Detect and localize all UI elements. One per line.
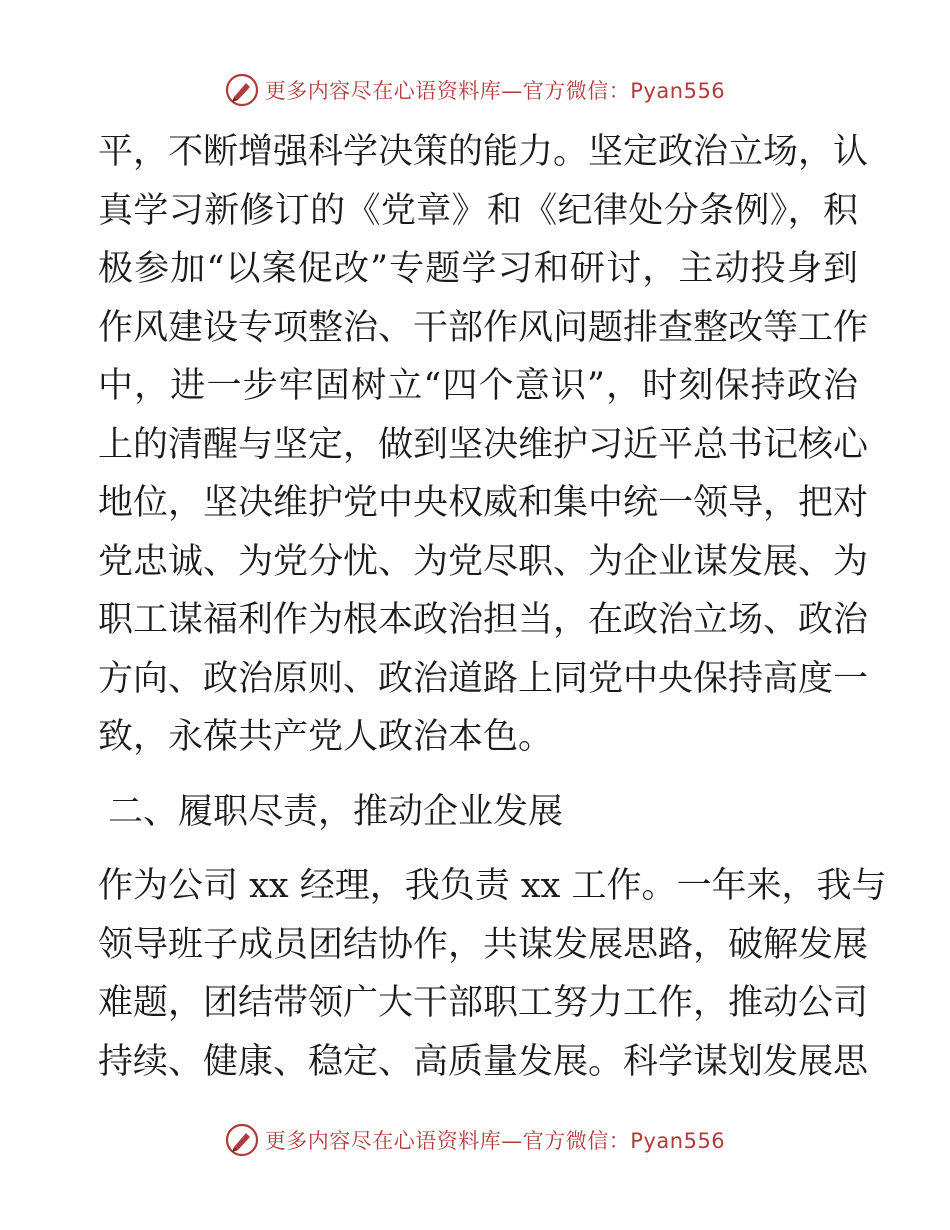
text-line: 持续、健康、稳定、高质量发展。科学谋划发展思 [98, 1041, 869, 1082]
pen-logo-icon [225, 1123, 259, 1157]
text-line: 真学习新修订的《党章》和《纪律处分条例》，积 [98, 190, 858, 231]
text-line: 职工谋福利作为根本政治担当，在政治立场、政治 [98, 600, 869, 640]
text-line: 平，不断增强科学决策的能力。坚定政治立场，认 [98, 132, 869, 172]
text-line: 上的清醒与坚定，做到坚决维护习近平总书记核心 [98, 424, 869, 465]
watermark-footer [0, 1120, 950, 1160]
text-line: 作风建设专项整治、干部作风问题排查整改等工作 [98, 307, 869, 348]
text-line: 中，进一步牢固树立“四个意识”，时刻保持政治 [98, 366, 858, 406]
watermark-text: 更多内容尽在心语资料库—官方微信：Pyan556 [264, 1129, 726, 1153]
watermark-text: 更多内容尽在心语资料库—官方微信：Pyan556 [264, 79, 726, 103]
paragraph-2 [98, 857, 887, 1091]
text-line: 方向、政治原则、政治道路上同党中央保持高度一 [98, 658, 869, 699]
text-line: 极参加“以案促改”专题学习和研讨，主动投身到 [98, 249, 858, 289]
pen-logo-icon [225, 73, 259, 107]
paragraph-1 [98, 123, 869, 767]
text-line: 党忠诚、为党分忧、为党尽职、为企业谋发展、为 [98, 541, 869, 582]
text-line: 作为公司 xx 经理，我负责 xx 工作。一年来，我与 [98, 866, 887, 906]
watermark-header [0, 70, 950, 110]
section-heading: 二、履职尽责，推动企业发展 [108, 791, 564, 832]
text-line: 地位，坚决维护党中央权威和集中统一领导，把对 [98, 483, 869, 523]
text-line: 难题，团结带领广大干部职工努力工作，推动公司 [98, 983, 869, 1023]
text-line: 领导班子成员团结协作，共谋发展思路，破解发展 [98, 924, 869, 965]
document-body [98, 123, 887, 1091]
text-line: 致，永葆共产党人政治本色。 [98, 717, 554, 757]
